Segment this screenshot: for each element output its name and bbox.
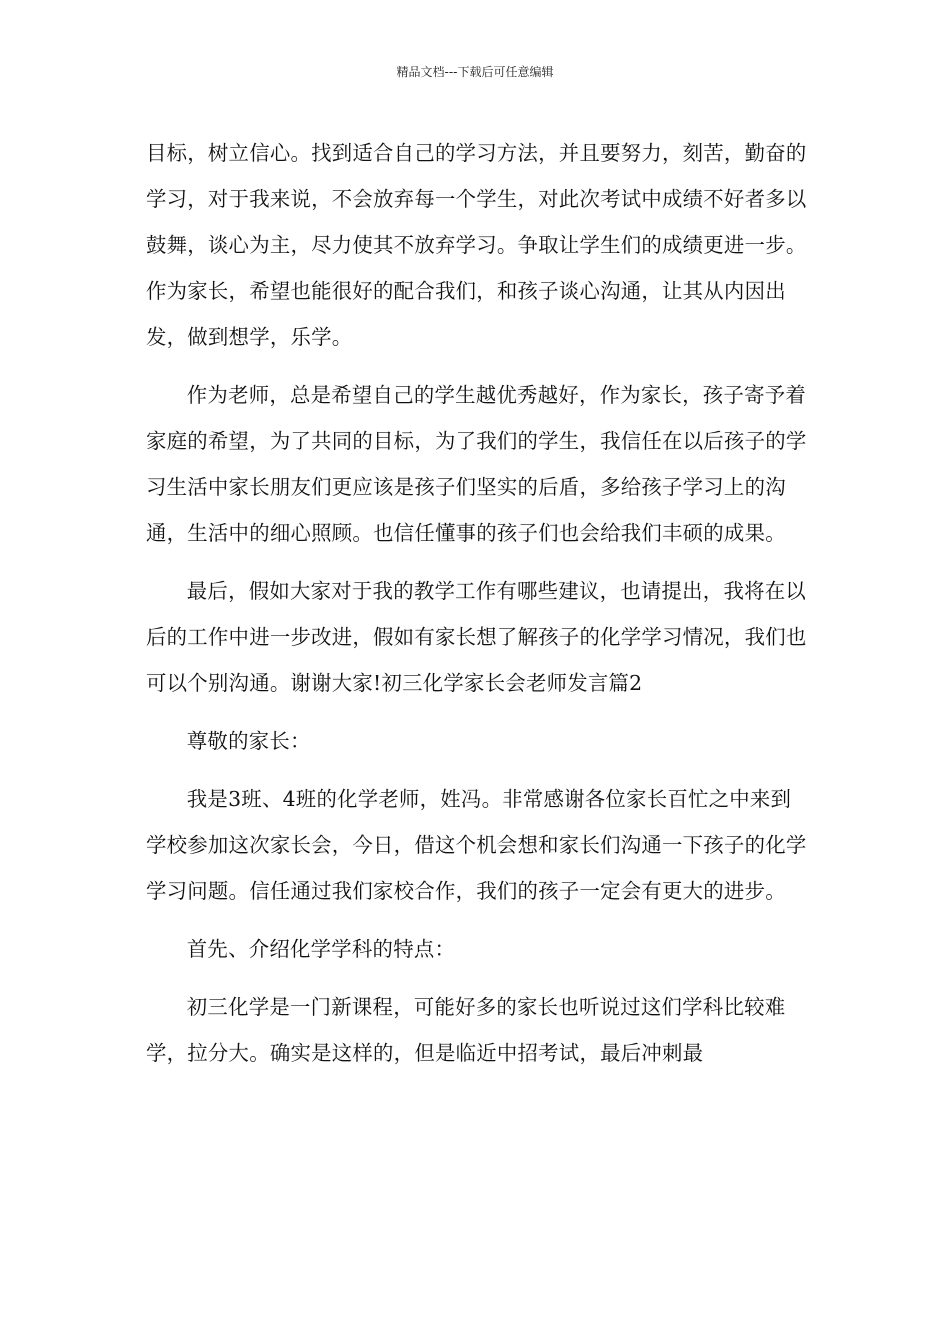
page-header: 精品文档---下载后可任意编辑 <box>396 65 554 79</box>
paragraph-1: 目标，树立信心。找到适合自己的学习方法，并且要努力，刻苦，勤奋的学习，对于我来说，不会放弃每一个学生，对此次考试中成绩不好者多以鼓舞，谈心为主，尽力使其不放弃学习。争取让学生们的成绩更进一步。作为家长，希望也能很好的配合我们，和孩子谈心沟通，让其从内因出发，做到想学，乐学。 <box>146 141 807 349</box>
document-body <box>146 130 808 1088</box>
paragraph-7: 初三化学是一门新课程，可能好多的家长也听说过这们学科比较难学，拉分大。确实是这样的，但是临近中招考试，最后冲刺最 <box>146 995 786 1065</box>
paragraph-5: 我是3班、4班的化学老师，姓冯。非常感谢各位家长百忙之中来到学校参加这次家长会，今日，借这个机会想和家长们沟通一下孩子的化学学习问题。信任通过我们家校合作，我们的孩子一定会有更大的进步。 <box>146 787 807 903</box>
paragraph-2: 作为老师，总是希望自己的学生越优秀越好，作为家长，孩子寄予着家庭的希望，为了共同的目标，为了我们的学生，我信任在以后孩子的学习生活中家长朋友们更应该是孩子们坚实的后盾，多给孩子学习上的沟通，生活中的细心照顾。也信任懂事的孩子们也会给我们丰硕的成果。 <box>146 383 807 545</box>
paragraph-3: 最后，假如大家对于我的教学工作有哪些建议，也请提出，我将在以后的工作中进一步改进，假如有家长想了解孩子的化学学习情况，我们也可以个别沟通。谢谢大家!初三化学家长会老师发言篇2 <box>146 579 807 695</box>
greeting-paragraph: 尊敬的家长： <box>186 729 311 753</box>
section-intro-paragraph: 首先、介绍化学学科的特点： <box>186 937 456 961</box>
